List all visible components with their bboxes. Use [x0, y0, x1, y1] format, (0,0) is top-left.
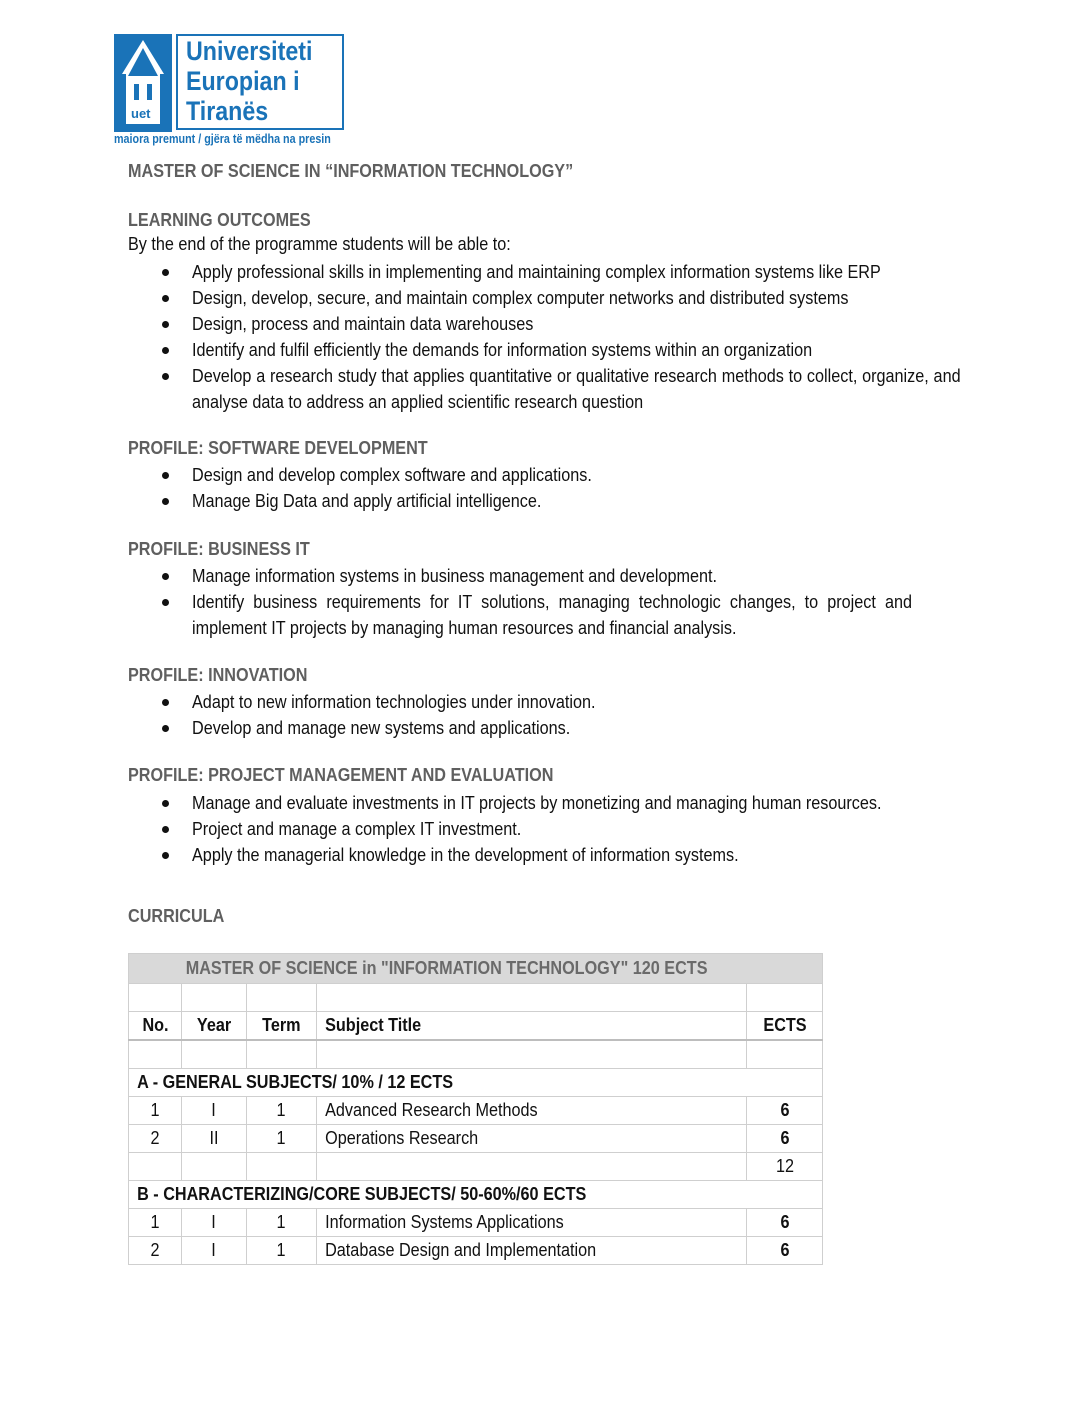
section-a-subtotal: 12	[747, 1153, 823, 1181]
profile-innovation-heading: PROFILE: INNOVATION	[128, 665, 308, 685]
list-item: Manage Big Data and apply artificial intelligence.	[128, 488, 960, 514]
table-spacer-row	[129, 984, 823, 1012]
column-header-year: Year	[182, 1012, 247, 1041]
table-header-row	[129, 1012, 823, 1041]
bullet-icon	[162, 295, 169, 302]
university-logo	[114, 34, 348, 149]
learning-outcomes-list	[128, 259, 960, 415]
list-item: Adapt to new information technologies under innovation.	[128, 689, 960, 715]
tower-emblem-icon	[114, 34, 172, 132]
table-row: 2 I 1 Database Design and Implementation 6	[129, 1237, 823, 1265]
learning-outcomes-intro: By the end of the programme students will be able to:	[128, 234, 511, 254]
column-header-term: Term	[247, 1012, 317, 1041]
table-row: 2 II 1 Operations Research 6	[129, 1125, 823, 1153]
list-item: Develop and manage new systems and applications.	[128, 715, 960, 741]
subtotal-row	[129, 1153, 823, 1181]
logo-wordmark	[176, 34, 344, 130]
logo-line-1: Universiteti	[186, 36, 313, 66]
list-item: Design, process and maintain data warehouses	[128, 311, 960, 337]
list-item: Project and manage a complex IT investment.	[128, 816, 960, 842]
curricula-heading: CURRICULA	[128, 906, 225, 926]
logo-motto: maiora premunt / gjëra të mëdha na presin	[114, 132, 331, 146]
list-item: Apply the managerial knowledge in the development of information systems.	[128, 842, 960, 868]
section-a-title: A - GENERAL SUBJECTS/ 10% / 12 ECTS	[129, 1069, 823, 1097]
column-header-ects: ECTS	[747, 1012, 823, 1041]
bullet-icon	[162, 347, 169, 354]
table-spacer-row	[129, 1040, 823, 1069]
profile-business-it-heading: PROFILE: BUSINESS IT	[128, 539, 310, 559]
table-row: 1 I 1 Advanced Research Methods 6	[129, 1097, 823, 1125]
list-item: Design, develop, secure, and maintain complex computer networks and distributed systems	[128, 285, 960, 311]
section-b-row	[129, 1181, 823, 1209]
profile-business-it-list	[128, 563, 960, 641]
logo-line-2: Europian i	[186, 66, 300, 96]
bullet-icon	[162, 472, 169, 479]
table-row: 1 I 1 Information Systems Applications 6	[129, 1209, 823, 1237]
bullet-icon	[162, 573, 169, 580]
list-item: Manage and evaluate investments in IT projects by monetizing and managing human resources.	[128, 790, 960, 816]
profile-software-development-list	[128, 462, 960, 514]
bullet-icon	[162, 699, 169, 706]
bullet-icon	[162, 373, 169, 380]
profile-innovation-list	[128, 689, 960, 741]
page-title: MASTER OF SCIENCE IN “INFORMATION TECHNOLOGY”	[128, 161, 574, 181]
profile-project-management-list	[128, 790, 960, 868]
list-item: Identify and fulfil efficiently the demands for information systems within an organization	[128, 337, 960, 363]
bullet-icon	[162, 498, 169, 505]
learning-outcomes-heading: LEARNING OUTCOMES	[128, 210, 311, 230]
list-item: Apply professional skills in implementing and maintaining complex information systems like ERP	[128, 259, 960, 285]
list-item: Design and develop complex software and applications.	[128, 462, 960, 488]
bullet-icon	[162, 321, 169, 328]
bullet-icon	[162, 725, 169, 732]
list-item: Manage information systems in business management and development.	[128, 563, 960, 589]
logo-line-3: Tiranës	[186, 96, 269, 126]
bullet-icon	[162, 269, 169, 276]
bullet-icon	[162, 800, 169, 807]
svg-text:uet: uet	[131, 106, 151, 121]
profile-project-management-heading: PROFILE: PROJECT MANAGEMENT AND EVALUATION	[128, 765, 554, 785]
bullet-icon	[162, 852, 169, 859]
section-a-row	[129, 1069, 823, 1097]
bullet-icon	[162, 826, 169, 833]
section-b-title: B - CHARACTERIZING/CORE SUBJECTS/ 50-60%/60 ECTS	[129, 1181, 823, 1209]
column-header-subject-title: Subject Title	[317, 1012, 747, 1041]
bullet-icon	[162, 599, 169, 606]
table-title: MASTER OF SCIENCE in "INFORMATION TECHNOLOGY" 120 ECTS	[185, 958, 708, 978]
list-item: Develop a research study that applies quantitative or qualitative research methods to collect, organize, and analyse data to address an applied scientific research question	[128, 363, 960, 415]
column-header-no: No.	[129, 1012, 182, 1041]
table-title-row	[129, 954, 823, 984]
curricula-table	[128, 953, 823, 1265]
list-item: Identify business requirements for IT solutions, managing technologic changes, to project and implement IT projects by managing human resources and financial analysis.	[128, 589, 960, 641]
profile-software-development-heading: PROFILE: SOFTWARE DEVELOPMENT	[128, 438, 428, 458]
